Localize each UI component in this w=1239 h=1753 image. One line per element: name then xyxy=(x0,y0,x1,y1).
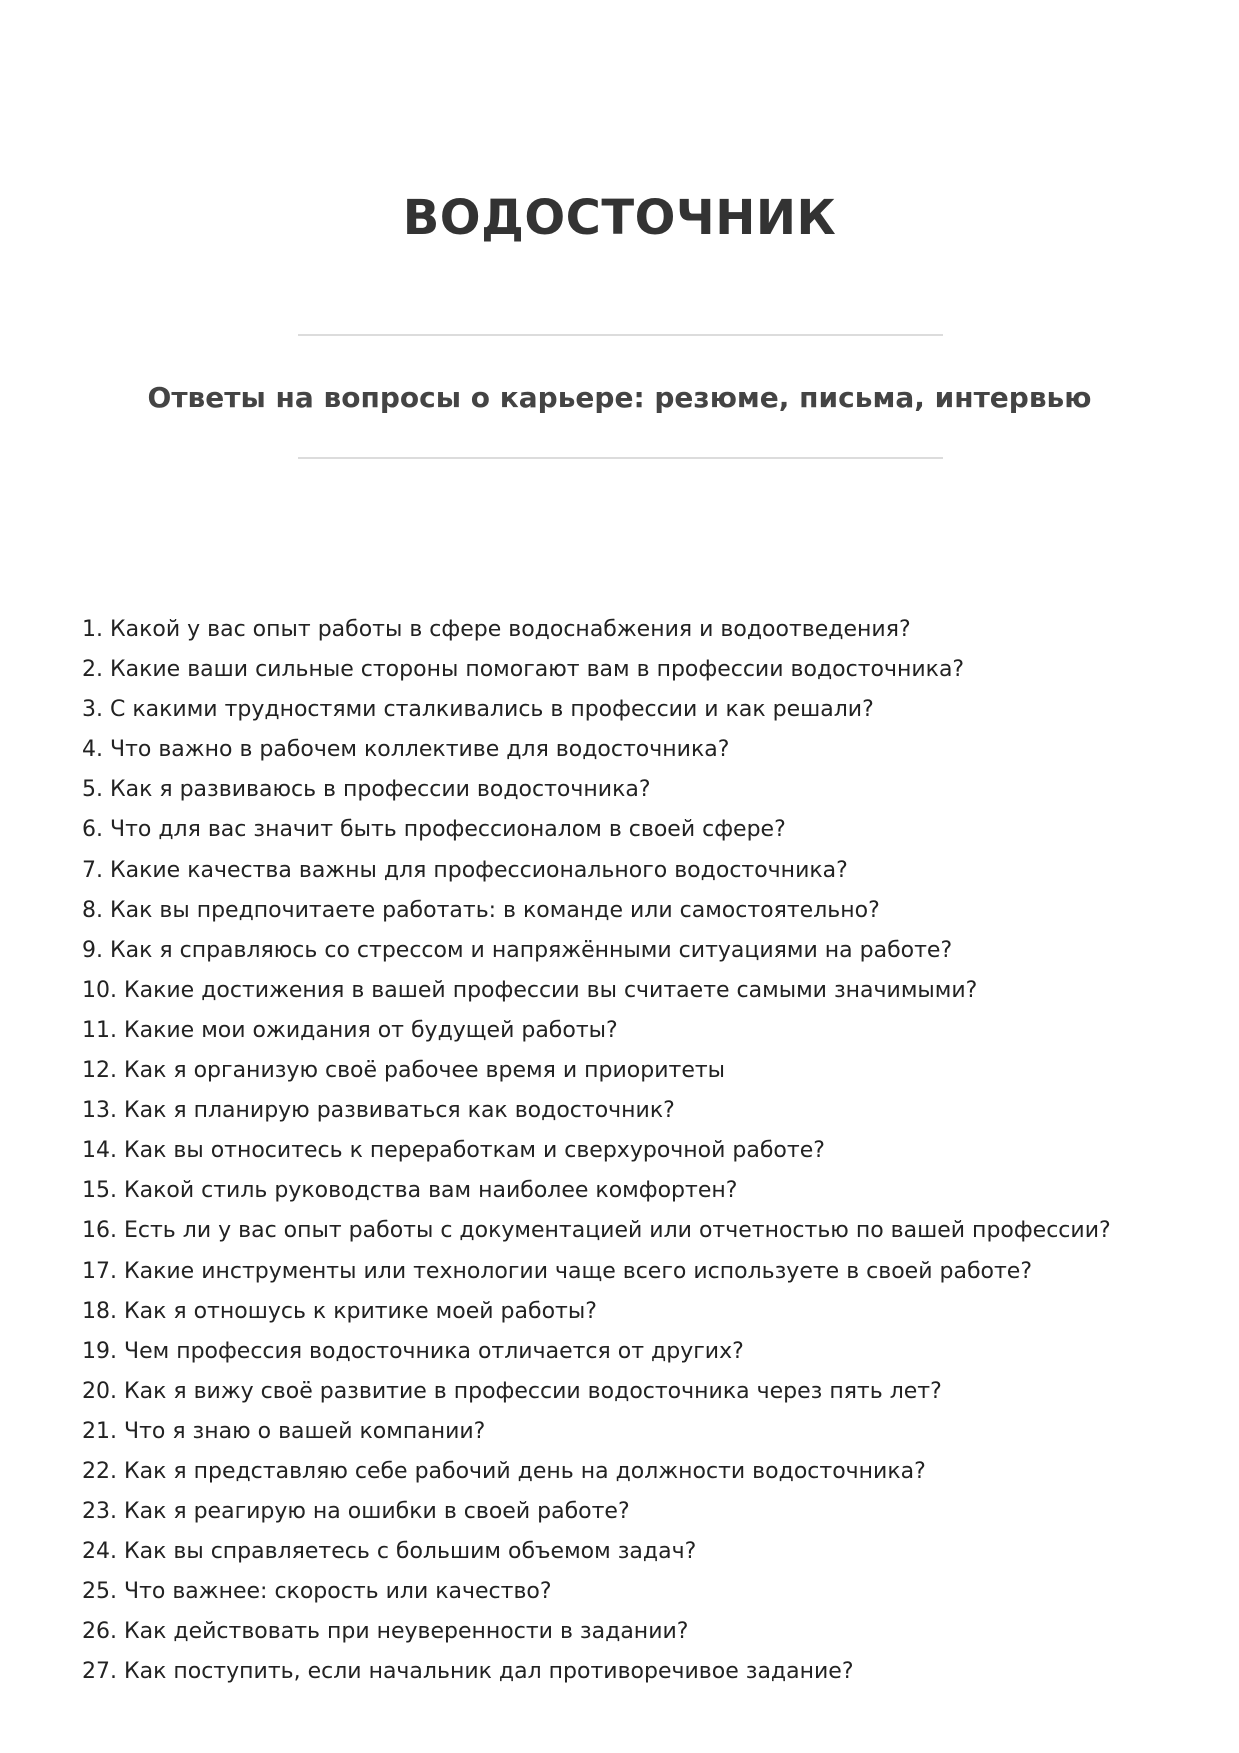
question-item: 25. Что важнее: скорость или качество? xyxy=(82,1579,552,1605)
question-item: 8. Как вы предпочитаете работать: в команде или самостоятельно? xyxy=(82,897,880,923)
question-item: 2. Какие ваши сильные стороны помогают вам в профессии водосточника? xyxy=(82,657,965,683)
question-item: 16. Есть ли у вас опыт работы с документацией или отчетностью по вашей профессии? xyxy=(82,1218,1111,1244)
page-title: ВОДОСТОЧНИК xyxy=(402,190,837,246)
question-item: 17. Какие инструменты или технологии чаще всего используете в своей работе? xyxy=(82,1258,1033,1284)
question-item: 15. Какой стиль руководства вам наиболее комфортен? xyxy=(82,1178,738,1204)
question-item: 20. Как я вижу своё развитие в профессии водосточника через пять лет? xyxy=(82,1378,942,1404)
question-item: 21. Что я знаю о вашей компании? xyxy=(82,1418,486,1444)
question-item: 12. Как я организую своё рабочее время и приоритеты xyxy=(82,1058,726,1084)
question-item: 4. Что важно в рабочем коллективе для водосточника? xyxy=(82,737,730,763)
page-subtitle: Ответы на вопросы о карьере: резюме, письма, интервью xyxy=(147,381,1092,414)
question-item: 26. Как действовать при неуверенности в задании? xyxy=(82,1619,689,1645)
question-item: 6. Что для вас значит быть профессионалом в своей сфере? xyxy=(82,817,786,843)
question-item: 23. Как я реагирую на ошибки в своей работе? xyxy=(82,1499,630,1525)
question-item: 13. Как я планирую развиваться как водосточник? xyxy=(82,1098,675,1124)
divider-bottom xyxy=(298,457,943,459)
question-item: 18. Как я отношусь к критике моей работы? xyxy=(82,1298,597,1324)
question-item: 3. С какими трудностями сталкивались в профессии и как решали? xyxy=(82,697,874,723)
divider-top xyxy=(298,334,943,336)
question-item: 11. Какие мои ожидания от будущей работы? xyxy=(82,1017,618,1043)
question-item: 5. Как я развиваюсь в профессии водосточника? xyxy=(82,777,651,803)
question-item: 9. Как я справляюсь со стрессом и напряжёнными ситуациями на работе? xyxy=(82,937,953,963)
question-item: 1. Какой у вас опыт работы в сфере водоснабжения и водоотведения? xyxy=(82,617,911,642)
question-item: 7. Какие качества важны для профессионального водосточника? xyxy=(82,857,848,883)
question-item: 24. Как вы справляетесь с большим объемом задач? xyxy=(82,1539,697,1565)
question-item: 27. Как поступить, если начальник дал противоречивое задание? xyxy=(82,1659,854,1685)
question-item: 14. Как вы относитесь к переработкам и сверхурочной работе? xyxy=(82,1138,825,1164)
question-list xyxy=(82,610,1192,1693)
question-item: 22. Как я представляю себе рабочий день на должности водосточника? xyxy=(82,1458,926,1484)
question-item: 19. Чем профессия водосточника отличается от других? xyxy=(82,1338,744,1364)
question-item: 10. Какие достижения в вашей профессии вы считаете самыми значимыми? xyxy=(82,977,978,1003)
